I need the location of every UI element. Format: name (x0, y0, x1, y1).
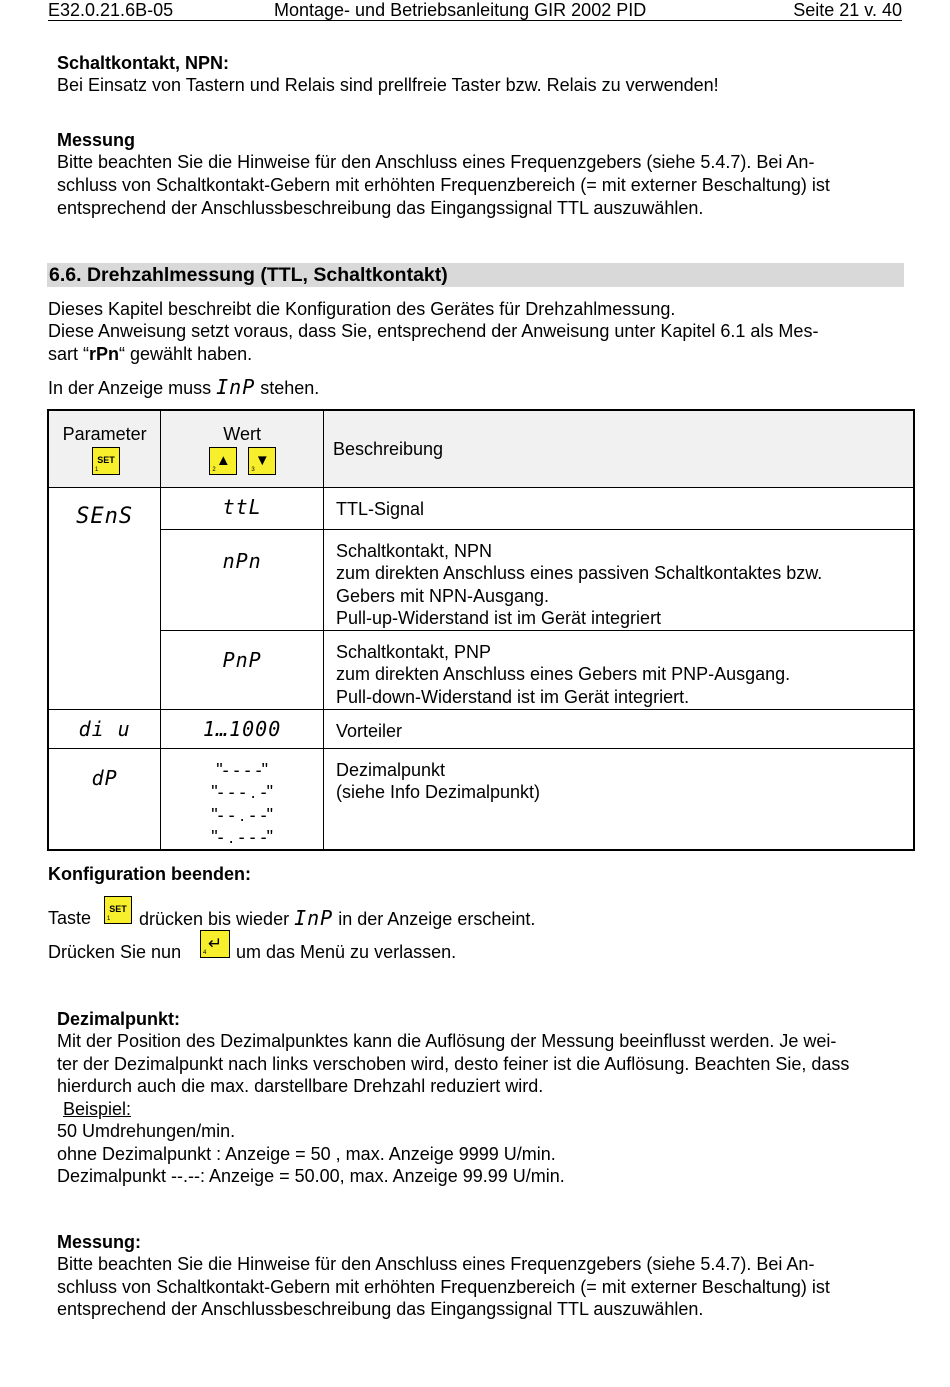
finish-line-1-rest (139, 907, 535, 930)
desc-dp-line: (siehe Info Dezimalpunkt) (335, 782, 541, 802)
value-ttl-code: ttL (222, 494, 262, 519)
page-number: Seite 21 v. 40 (793, 0, 902, 20)
example-line-3: Dezimalpunkt --.--: Anzeige = 50.00, max. Anzeige 99.99 U/min. (57, 1166, 565, 1186)
table-row-ttl (48, 487, 914, 529)
finish-code-inp: InP (294, 906, 334, 930)
messung-line-2: schluss von Schaltkontakt-Gebern mit erhöhten Frequenzbereich (= mit externer Beschaltung) ist (57, 175, 830, 195)
header-value-label: Wert (223, 424, 261, 444)
example-line-2: ohne Dezimalpunkt : Anzeige = 50 , max. Anzeige 9999 U/min. (57, 1144, 556, 1164)
decimal-line-1: Mit der Position des Dezimalpunktes kann die Auflösung der Messung beeinflusst werden. Je wei- (57, 1031, 837, 1051)
decimal-line-2: ter der Dezimalpunkt nach links verschoben wird, desto feiner ist die Auflösung. Beachten Sie, dass (57, 1054, 850, 1074)
finish-line-2: Drücken Sie nun (48, 942, 182, 962)
param-dp-code: dP (91, 765, 118, 790)
up-key-number: 2 (212, 467, 216, 473)
messung-line-3: entsprechend der Anschlussbeschreibung das Eingangssignal TTL auszuwählen. (57, 198, 704, 218)
value-pnp-code: PnP (222, 647, 262, 672)
doc-id: E32.0.21.6B-05 (48, 0, 174, 20)
messung-heading: Messung (57, 130, 136, 150)
up-key-icon (209, 447, 237, 475)
finish-heading: Konfiguration beenden: (48, 864, 251, 884)
table-row-dp (48, 748, 914, 850)
chapter-heading (47, 263, 904, 287)
param-sens-code: SEnS (76, 503, 134, 529)
measurement-line-3: entsprechend der Anschlussbeschreibung das Eingangssignal TTL auszuwählen. (57, 1299, 704, 1319)
desc-npn (323, 529, 914, 630)
desc-pnp-line: zum direkten Anschluss eines Gebers mit PNP-Ausgang. (335, 664, 791, 684)
value-pnp (161, 630, 324, 709)
header-parameter (48, 410, 161, 487)
header-description: Beschreibung (323, 410, 914, 487)
desc-npn-line: Schaltkontakt, NPN (335, 540, 493, 561)
value-npn-code: nPn (222, 548, 262, 573)
desc-npn-line: Pull-up-Widerstand ist im Gerät integriert (335, 608, 662, 628)
display-post: stehen. (260, 378, 320, 398)
value-npn (161, 529, 324, 630)
measurement-heading: Messung: (57, 1232, 142, 1252)
finish-line1-post: in der Anzeige erscheint. (338, 909, 536, 929)
header-value (161, 410, 324, 487)
set-key-number: 1 (95, 467, 99, 473)
down-key-number: 3 (251, 467, 255, 473)
desc-div: Vorteiler (323, 709, 914, 748)
param-sens (48, 487, 161, 709)
set-key-label: SET (97, 455, 115, 465)
finish-set-key-label: SET (109, 904, 127, 914)
header-parameter-label: Parameter (62, 424, 147, 444)
decimal-heading: Dezimalpunkt: (57, 1009, 181, 1029)
dp-option: "- - - -" (216, 759, 269, 780)
value-ttl (161, 487, 324, 529)
desc-pnp (323, 630, 914, 709)
value-div-code: 1…1000 (203, 716, 282, 741)
chapter-intro-2: Diese Anweisung setzt voraus, dass Sie, entsprechend der Anweisung unter Kapitel 6.1 als Mes- (48, 321, 819, 341)
enter-key-icon (200, 930, 230, 958)
intro3-bold: rPn (89, 344, 120, 364)
decimal-line-3: hierdurch auch die max. darstellbare Drehzahl reduziert wird. (57, 1076, 544, 1096)
set-key-icon (92, 447, 120, 475)
doc-title: Montage- und Betriebsanleitung GIR 2002 PID (274, 0, 647, 20)
finish-set-key-number: 1 (107, 916, 111, 922)
desc-dp-line: Dezimalpunkt (335, 759, 445, 780)
intro3-post: “ gewählt haben. (119, 344, 253, 364)
desc-pnp-line: Schaltkontakt, PNP (335, 641, 492, 662)
desc-dp (323, 748, 914, 850)
page-header (48, 0, 902, 21)
chapter-intro-3 (48, 343, 252, 365)
param-div-code: di u (78, 716, 131, 741)
finish-line1-pre: Taste (48, 908, 92, 928)
intro3-pre: sart “ (48, 344, 90, 364)
npn-heading: Schaltkontakt, NPN: (57, 53, 230, 73)
example-label: Beispiel: (63, 1099, 132, 1119)
measurement-line-1: Bitte beachten Sie die Hinweise für den Anschluss eines Frequenzgebers (siehe 5.4.7). Bei An- (57, 1254, 815, 1274)
finish-line-1 (48, 907, 91, 929)
table-row-div (48, 709, 914, 748)
value-div (161, 709, 324, 748)
desc-npn-line: zum direkten Anschluss eines passiven Schaltkontaktes bzw. (335, 563, 823, 583)
desc-pnp-line: Pull-down-Widerstand ist im Gerät integriert. (335, 686, 690, 707)
value-dp (161, 748, 324, 850)
finish-line1-mid: drücken bis wieder (139, 909, 290, 929)
display-pre: In der Anzeige muss (48, 378, 212, 398)
dp-option: "- . - - -" (211, 827, 274, 847)
enter-key-number: 4 (203, 950, 207, 956)
param-div (48, 709, 161, 748)
enter-key-glyph: ↵ (207, 934, 223, 953)
down-key-icon (248, 447, 276, 475)
display-line (48, 376, 319, 399)
table-row-npn (48, 529, 914, 630)
chapter-title: 6.6. Drehzahlmessung (TTL, Schaltkontakt) (49, 264, 448, 286)
param-dp (48, 748, 161, 850)
finish-line-2-rest: um das Menü zu verlassen. (236, 942, 457, 962)
dp-option: "- - - . -" (211, 782, 274, 802)
messung-line-1: Bitte beachten Sie die Hinweise für den Anschluss eines Frequenzgebers (siehe 5.4.7). Bei An- (57, 152, 815, 172)
table-row-pnp (48, 630, 914, 709)
display-code-inp: InP (216, 375, 256, 399)
measurement-line-2: schluss von Schaltkontakt-Gebern mit erhöhten Frequenzbereich (= mit externer Beschaltung) ist (57, 1277, 830, 1297)
down-key-glyph: ▼ (254, 452, 270, 469)
example-line-1: 50 Umdrehungen/min. (57, 1121, 236, 1141)
dp-option: "- - . - -" (211, 804, 274, 825)
parameter-table (47, 409, 915, 851)
table-header-row (48, 410, 914, 487)
npn-text: Bei Einsatz von Tastern und Relais sind prellfreie Taster bzw. Relais zu verwenden! (57, 75, 719, 95)
set-key-icon (104, 896, 132, 924)
desc-ttl: TTL-Signal (323, 487, 914, 529)
chapter-intro-1: Dieses Kapitel beschreibt die Konfiguration des Gerätes für Drehzahlmessung. (48, 299, 676, 319)
desc-npn-line: Gebers mit NPN-Ausgang. (335, 585, 550, 606)
up-key-glyph: ▲ (215, 452, 231, 469)
